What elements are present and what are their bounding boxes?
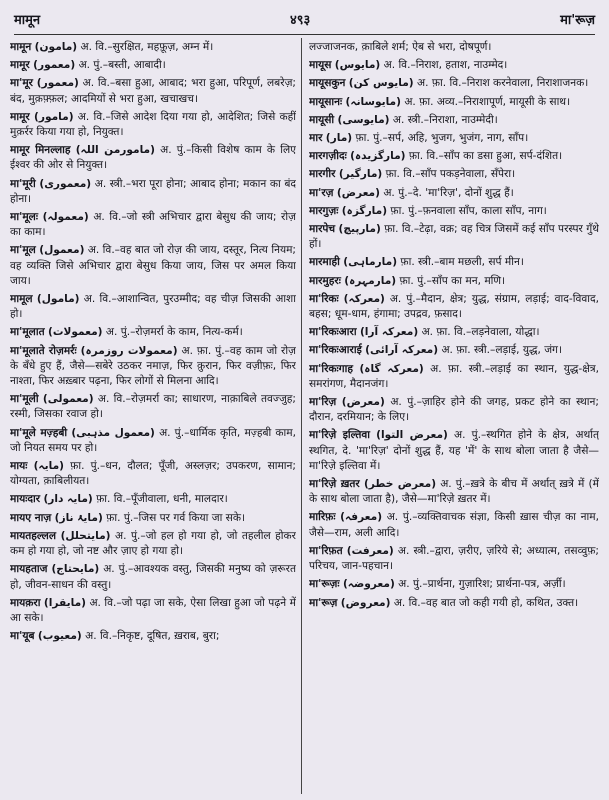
dictionary-entry (309, 204, 599, 219)
entry-urdu-spelling: (مارمہرہ) (344, 274, 397, 287)
entry-headword: मा'मूले मज़्हबी (10, 426, 68, 439)
entry-headword: मा'रिकःआरा (309, 326, 357, 339)
entry-headword: मामून (10, 41, 32, 53)
entry-urdu-spelling: (مایوسی) (337, 113, 390, 126)
dictionary-entry (309, 149, 599, 164)
entry-urdu-spelling: (مار) (325, 132, 353, 145)
entry-urdu-spelling: (مایہ) (33, 460, 64, 473)
entry-headword: मा'रिकःगाह (309, 362, 354, 375)
entry-urdu-spelling: (مارگزیدہ) (350, 150, 406, 163)
entry-headword: मा'रूज़ (309, 596, 338, 609)
dictionary-entry (309, 255, 599, 270)
entry-urdu-spelling: (معرکہ آرائی) (365, 344, 439, 357)
entry-headword: मारगुज़ः (309, 204, 339, 217)
dictionary-entry (10, 40, 296, 55)
dictionary-entry (10, 596, 296, 626)
dictionary-entry (10, 177, 296, 207)
entry-headword: मा'मूलात (10, 326, 45, 339)
entry-definition: फ़ा. वि.–पूँजीवाला, धनी, मालदार। (96, 493, 228, 506)
entry-headword: मा'रूज़ः (309, 578, 340, 591)
entry-definition: अ. पुं.–धार्मिक कृति, मज़्हबी काम, जो नियत समय पर हो। (10, 426, 296, 454)
entry-definition: अ. वि.–जो स्त्री अभिचार द्वारा बेसुध की जाय; रोज़ का काम। (10, 211, 296, 239)
entry-headword: मा'मूली (10, 393, 39, 406)
entry-definition: अ. पुं.–स्थगित होने के क्षेत्र, अर्थात् स्थगित, दे. 'मा'रिज़' दोनों शुद्ध हैं, यह 'में' के साथ बोला जाता है जैसे—मा'रिज़े इल्तिवा में। (309, 429, 599, 472)
entry-headword: मामूर (10, 110, 30, 123)
entry-urdu-spelling: (مارپیچ) (338, 223, 381, 236)
entry-headword: मा'रिज़ (309, 396, 337, 409)
dictionary-entry (10, 243, 296, 289)
entry-definition: फ़ा. पुं.–फ़नवाला साँप, काला साँप, नाग। (390, 204, 547, 217)
entry-headword: मायः (10, 460, 28, 473)
dictionary-entry (10, 392, 296, 422)
entry-headword: मारमुहरः (309, 274, 341, 287)
entry-headword: मायतहल्लल (10, 529, 57, 542)
entry-definition: फ़ा. पुं.–जिस पर गर्व किया जा सके। (106, 511, 245, 524)
entry-urdu-spelling: (معرکہ گاہ) (359, 362, 424, 375)
entry-headword: मारगज़ीदः (309, 150, 347, 163)
entry-headword: मायहताज (10, 563, 48, 576)
entry-definition: अ. पुं.–मैदान, क्षेत्र; युद्ध, संग्राम, लड़ाई; वाद-विवाद, बहस; धूम-धाम, हंगामा; उपद्रव, फ़साद। (309, 292, 599, 321)
entry-urdu-spelling: (مایۂ ناز) (54, 511, 103, 524)
dictionary-entry (309, 186, 599, 201)
entry-urdu-spelling: (مایوس کن) (348, 77, 414, 90)
entry-urdu-spelling: (مارماہی) (343, 256, 398, 269)
entry-headword: मा'मूल (10, 244, 36, 257)
entry-headword: मा'मूरी (10, 177, 36, 190)
entry-definition: फ़ा. वि.–टेढ़ा, वक्र; वह चित्र जिसमें कई साँप परस्पर गुँथे हों। (309, 223, 599, 251)
entry-definition: अ. वि.–वह बात जो रोज़ की जाय, दस्तूर, नित्य नियम; वह व्यक्ति जिसे अभिचार द्वारा बेसुध किया जाय, जिस पर अमल किया जाय। (10, 244, 296, 287)
dictionary-entry (309, 95, 599, 110)
entry-definition: फ़ा. वि.–साँप का डसा हुआ, सर्प-दंशित। (408, 150, 563, 163)
entry-urdu-spelling: (معموری) (39, 177, 92, 190)
dictionary-entry (309, 76, 599, 91)
entry-definition: अ. वि.–वह बात जो कही गयी हो, कथित, उक्त। (393, 596, 579, 609)
entry-definition: अ. वि.–रोज़मर्रा का; साधारण, नाक़ाबिले तवज्जुह; रस्मी, जिसका रवाज हो। (10, 393, 296, 421)
dictionary-entry (10, 110, 296, 140)
entry-definition: अ. फ़ा. वि.–निराश करनेवाला, निराशाजनक। (417, 77, 589, 90)
entry-urdu-spelling: (معرکہ) (343, 292, 385, 305)
dictionary-entry (309, 113, 599, 128)
dictionary-entry (10, 426, 296, 456)
entry-headword: मा'यूब (10, 630, 35, 643)
entry-definition: अ. पुं.–ज़ाहिर होने की जगह, प्रकट होने का स्थान; दौरान, दरमियान; के लिए। (309, 396, 599, 424)
entry-definition: अ. फ़ा. अव्य.–निराशापूर्ण, मायूसी के साथ। (404, 95, 571, 108)
entry-urdu-spelling: (مامورمن اللہ) (75, 144, 155, 157)
entry-definition: अ. वि.–आशान्वित, पुरउम्मीद; वह चीज़ जिसकी आशा हो। (10, 293, 296, 321)
entry-urdu-spelling: (معمول) (39, 244, 85, 257)
entry-urdu-spelling: (مامول) (36, 293, 80, 306)
entry-headword: मायए नाज़ (10, 511, 52, 524)
dictionary-entry (309, 274, 599, 289)
dictionary-entry (10, 210, 296, 240)
entry-urdu-spelling: (مایوسانہ) (345, 95, 401, 108)
entry-urdu-spelling: (معمولی) (42, 393, 94, 406)
entry-urdu-spelling: (معمول مذہبی) (71, 426, 155, 439)
entry-headword: मामूर (10, 59, 30, 72)
dictionary-entry (10, 143, 296, 173)
dictionary-entry (10, 344, 296, 390)
dictionary-entry (10, 325, 296, 340)
entry-definition: अ. वि.–निराश, हताश, नाउम्मेद। (383, 59, 508, 72)
entry-headword: मा'रिकः (309, 292, 339, 305)
entry-headword: मायःदार (10, 493, 41, 506)
entry-headword: मा'रिफ़त (309, 544, 343, 557)
entry-definition: अ. फ़ा. स्त्री.–लड़ाई का स्थान, युद्ध-क्षेत्र, समरांगण, मैदानजंग। (309, 362, 599, 390)
dictionary-entry (309, 596, 599, 611)
header-rule (14, 34, 595, 35)
entry-definition: अ. वि.–निकृष्ट, दूषित, ख़राब, बुरा; (85, 630, 220, 643)
entry-headword: मा'रिज़े ख़तर (309, 478, 360, 491)
entry-urdu-spelling: (معمولات روزمرہ) (80, 344, 178, 357)
entry-urdu-spelling: (مارگیر) (338, 168, 383, 181)
dictionary-entry (309, 325, 599, 340)
page-header (14, 6, 595, 32)
dictionary-entry (309, 222, 599, 252)
entry-headword: मारिफ़ः (309, 511, 336, 524)
entry-headword: मायूस (309, 59, 332, 72)
entry-definition: अ. वि.–बसा हुआ, आबाद; भरा हुआ, परिपूर्ण, लबरेज़; बंद, मुक़फ़्फ़ल; आदमियों से भरा हुआ, खचाखच। (10, 77, 296, 105)
entry-definition: अ. पुं.–जो हल हो गया हो, जो तहलील होकर कम हो गया हो, जो नष्ट और ज़ाए हो गया हो। (10, 529, 296, 558)
entry-definition: फ़ा. स्त्री.–बाम मछली, सर्प मीन। (400, 256, 524, 269)
entry-definition: अ. स्त्री.–भरा पूरा होना; आबाद होना; मकान का बंद होना। (10, 177, 296, 205)
entry-headword: मायूसानः (309, 95, 343, 108)
entry-definition: अ. पुं.–दे. 'मा'रिज़', दोनों शुद्ध हैं। (383, 186, 514, 199)
entry-definition: अ. पुं.–व्यक्तिवाचक संज्ञा, किसी ख़ास चीज़ का नाम, जैसे—राम, अली आदि। (309, 511, 599, 539)
entry-definition: अ. फ़ा. पुं.–वह काम जो रोज़ के बँधे हुए हैं, जैसे—सबेरे उठकर नमाज़, फिर क़ुरान, फिर वज़ीफ़ः, फिर नाश्ता, फिर अख़्बार पढ़ना, फिर लोगों से मिलना आदि। (10, 344, 296, 388)
entry-urdu-spelling: (معروضہ) (342, 578, 395, 591)
dictionary-entry (309, 40, 599, 55)
header-left-guide-word: मामून (14, 13, 41, 28)
entry-headword: मा'रिकःआराई (309, 344, 362, 357)
dictionary-entry (10, 562, 296, 592)
entry-urdu-spelling: (معرض) (341, 396, 385, 409)
entry-urdu-spelling: (مایوس) (334, 59, 381, 72)
entry-definition: अ. पुं.–किसी विशेष काम के लिए ईश्वर की ओर से नियुक्त। (10, 144, 296, 172)
entry-headword: मामूर मिनल्लाह (10, 144, 71, 157)
entry-definition: फ़ा. पुं.–धन, दौलत; पूँजी, अस्लज़र; उपकरण, सामान; योग्यता, क़ाबिलीयत। (10, 460, 296, 488)
dictionary-entry (10, 529, 296, 559)
header-right-guide-word: मा'रूज़ (560, 13, 595, 28)
entry-definition: अ. स्त्री.–द्वारा, ज़रीए, ज़रिये से; अध्यात्म, तसव्वुफ़; परिचय, जान-पहचान। (309, 544, 599, 573)
entry-headword: मारपेच (309, 223, 336, 236)
entry-urdu-spelling: (معرفہ) (340, 511, 383, 524)
entry-urdu-spelling: (معمولات) (48, 326, 103, 339)
dictionary-entry (309, 343, 599, 358)
entry-urdu-spelling: (معرض) (336, 186, 380, 199)
dictionary-entry (309, 577, 599, 592)
entry-definition: फ़ा. पुं.–साँप का मन, मणि। (399, 274, 506, 287)
entry-headword: मारगीर (309, 168, 336, 181)
dictionary-entry (10, 459, 296, 489)
entry-headword: मारमाही (309, 256, 340, 269)
entry-definition: अ. पुं.–ख़त्रे के बीच में अर्थात् ख़त्रे में (में के साथ बोला जाता है), जैसे—मा'रिज़े ख़तर में। (309, 478, 599, 506)
entry-urdu-spelling: (مایحتاج) (51, 563, 100, 576)
dictionary-entry (309, 167, 599, 182)
dictionary-entry (309, 292, 599, 322)
entry-urdu-spelling: (مامور) (34, 110, 74, 123)
dictionary-entry (309, 58, 599, 73)
entry-urdu-spelling: (معمولہ) (42, 211, 89, 224)
entry-headword: मा'रिज़े इल्तिवा (309, 429, 371, 442)
entry-urdu-spelling: (مایتحلل) (60, 529, 111, 542)
dictionary-entry (10, 492, 296, 507)
entry-definition: अ. पुं.–रोज़मर्रा के काम, नित्य-कर्म। (105, 326, 243, 339)
entry-definition: अ. वि.–सुरक्षित, महफ़ूज़, अम्न में। (80, 41, 214, 53)
dictionary-entry (309, 428, 599, 474)
entry-definition: अ. पुं.–आवश्यक वस्तु, जिसकी मनुष्य को ज़रूरत हो, जीवन-साधन की वस्तु। (10, 563, 296, 591)
entry-urdu-spelling: (معروض) (340, 596, 391, 609)
dictionary-entry (309, 395, 599, 425)
entry-headword: मामूल (10, 293, 33, 306)
entry-urdu-spelling: (معرفت) (346, 544, 394, 557)
entry-headword: मार (309, 132, 323, 145)
dictionary-entry (309, 544, 599, 574)
entry-urdu-spelling: (معرض التوا) (376, 429, 448, 442)
entry-headword: मायूसकुन (309, 77, 346, 90)
entry-definition: फ़ा. वि.–साँप पकड़नेवाला, सँपेरा। (385, 168, 516, 181)
entry-urdu-spelling: (معرکہ آرا) (359, 326, 419, 339)
entry-definition: अ. वि.–जो पढ़ा जा सके, ऐसा लिखा हुआ जो पढ़ने में आ सके। (10, 596, 296, 624)
entry-definition: अ. वि.–जिसे आदेश दिया गया हो, आदेशित; जिसे कहीं मुक़र्रर किया गया हो, नियुक्त। (10, 110, 296, 139)
right-column (309, 40, 599, 792)
entry-definition: लज्जाजनक, क़ाबिले शर्म; ऐब से भरा, दोषपूर्ण। (309, 41, 492, 53)
entry-headword: मा'मूलः (10, 211, 38, 224)
entry-urdu-spelling: (مایقرا) (43, 596, 86, 609)
entry-headword: मायक़रा (10, 596, 41, 609)
page-number: ४९३ (289, 13, 311, 28)
dictionary-entry (309, 362, 599, 392)
dictionary-entry (10, 511, 296, 526)
dictionary-entry (10, 292, 296, 322)
left-column (10, 40, 296, 792)
dictionary-entry (10, 76, 296, 106)
entry-headword: मा'रज़ (309, 186, 334, 199)
entry-headword: मायूसी (309, 113, 335, 126)
dictionary-entry (309, 131, 599, 146)
entry-headword: मा'मूर (10, 77, 33, 90)
entry-urdu-spelling: (مایہ دار) (43, 493, 93, 506)
entry-definition: अ. पुं.–प्रार्थना, गुज़ारिश; प्रार्थना-पत्र, अर्ज़ी। (398, 578, 566, 591)
entry-headword: मा'मूलाते रोज़मर्रः (10, 344, 77, 357)
entry-definition: अ. स्त्री.–निराशा, नाउम्मेदी। (392, 113, 498, 126)
dictionary-entry (10, 629, 296, 644)
entry-urdu-spelling: (معمور) (36, 77, 79, 90)
dictionary-entry (10, 58, 296, 73)
entry-urdu-spelling: (معیوب) (37, 630, 82, 643)
entry-urdu-spelling: (معمور) (33, 59, 76, 72)
entry-urdu-spelling: (مارگزہ) (341, 204, 388, 217)
dictionary-entry (309, 510, 599, 540)
entry-urdu-spelling: (مامون) (34, 41, 78, 53)
entry-urdu-spelling: (معرض خطر) (363, 478, 437, 491)
entry-definition: अ. फ़ा. वि.–लड़नेवाला, योद्धा। (421, 326, 540, 339)
column-divider (301, 38, 302, 794)
dictionary-entry (309, 477, 599, 507)
entry-definition: अ. पुं.–बस्ती, आबादी। (78, 59, 166, 72)
entry-definition: अ. फ़ा. स्त्री.–लड़ाई, युद्ध, जंग। (441, 344, 563, 357)
entry-definition: फ़ा. पुं.–सर्प, अहि, भुजग, भुजंग, नाग, साँप। (355, 132, 529, 145)
